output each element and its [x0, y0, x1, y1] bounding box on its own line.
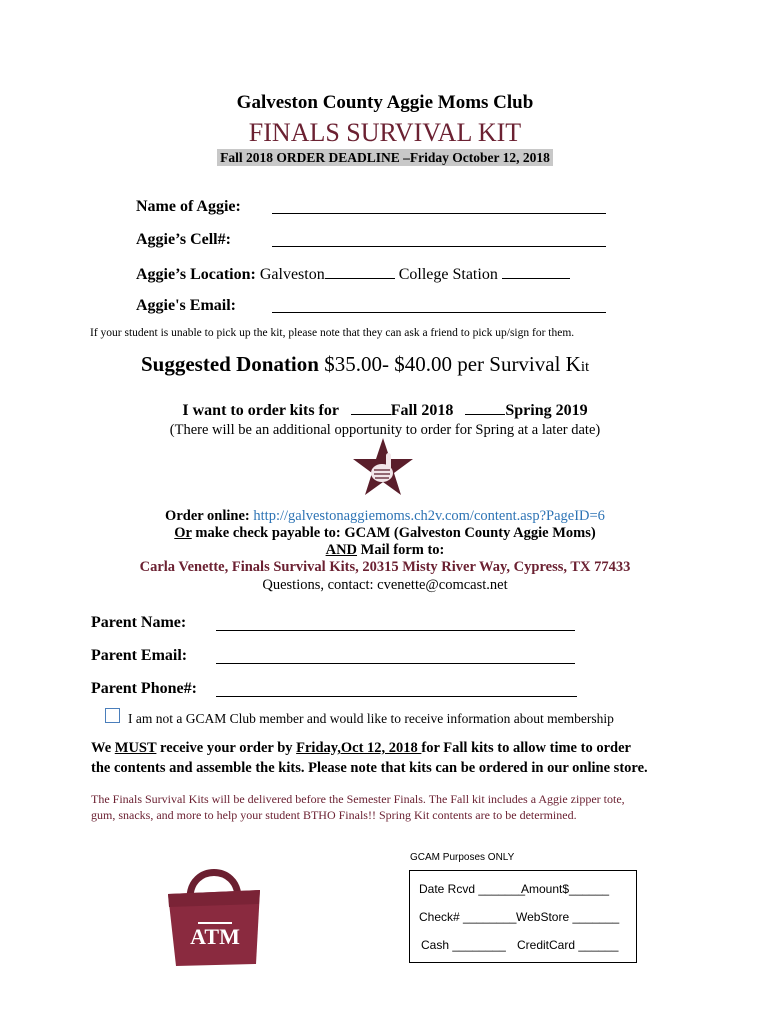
pickup-note: If your student is unable to pick up the kit, please note that they can ask a friend to pick up/sign for them.: [90, 327, 575, 339]
location-college-station-option: College Station: [398, 266, 498, 283]
membership-checkbox[interactable]: [105, 708, 120, 723]
deadline-notice-line2: the contents and assemble the kits. Please note that kits can be ordered in our online store.: [91, 760, 648, 776]
parent-name-label: Parent Name:: [91, 614, 187, 631]
and-word: AND: [325, 542, 358, 558]
cash-field: Cash ________: [421, 938, 506, 952]
gig-em-star-icon: [352, 437, 414, 501]
kit-description-line2: gum, snacks, and more to help your student BTHO Finals!! Spring Kit contents are to be determined.: [91, 808, 577, 822]
webstore-field: WebStore _______: [516, 910, 620, 924]
order-online-link[interactable]: http://galvestonaggiemoms.ch2v.com/content.asp?PageID=6: [253, 508, 605, 524]
club-name: Galveston County Aggie Moms Club: [236, 92, 534, 113]
page-title: FINALS SURVIVAL KIT: [248, 118, 522, 147]
aggie-email-label: Aggie's Email:: [136, 297, 236, 314]
questions-contact: Questions, contact: cvenette@comcast.net: [262, 577, 508, 593]
parent-phone-label: Parent Phone#:: [91, 680, 197, 697]
amount-field: Amount$______: [521, 882, 610, 896]
location-galveston-option: Galveston: [259, 266, 325, 283]
aggie-cell-field[interactable]: [272, 246, 606, 247]
credit-card-field: CreditCard ______: [517, 938, 619, 952]
mailing-address: Carla Venette, Finals Survival Kits, 20315 Misty River Way, Cypress, TX 77433: [139, 559, 631, 575]
donation-amount: $35.00- $40.00 per Survival K: [324, 352, 581, 376]
mail-form-row: [0, 542, 770, 559]
spring-option: Spring 2019: [505, 402, 588, 419]
notice-mid: receive your order by: [156, 740, 297, 756]
parent-phone-field[interactable]: [216, 696, 577, 697]
aggie-cell-label: Aggie’s Cell#:: [136, 231, 231, 248]
donation-label: Suggested Donation: [141, 352, 319, 376]
membership-option-label: I am not a GCAM Club member and would like to receive information about membership: [128, 711, 614, 726]
parent-email-label: Parent Email:: [91, 647, 188, 664]
deadline-notice-line1: [91, 740, 631, 757]
notice-rest: for Fall kits to allow time to order: [421, 740, 631, 756]
gcam-office-box: [409, 870, 637, 963]
notice-must: MUST: [114, 740, 157, 756]
order-online-row: [0, 508, 770, 525]
aggie-email-field[interactable]: [272, 312, 606, 313]
order-kits-row: [0, 401, 770, 420]
location-galveston-field[interactable]: [325, 264, 395, 279]
date-rcvd-field: Date Rcvd _______: [419, 882, 526, 896]
spring-note: (There will be an additional opportunity to order for Spring at a later date): [169, 422, 601, 438]
location-college-station-field[interactable]: [502, 264, 570, 279]
kit-description-line1: The Finals Survival Kits will be delivered before the Semester Finals. The Fall kit includes a Aggie zipper tote,: [91, 792, 625, 806]
parent-email-field[interactable]: [216, 663, 575, 664]
spring-order-blank[interactable]: [465, 401, 505, 415]
order-kits-label: I want to order kits for: [182, 402, 339, 419]
aggie-location-row: [136, 264, 570, 284]
fall-option: Fall 2018: [390, 402, 454, 419]
parent-name-field[interactable]: [216, 630, 575, 631]
notice-date: Friday,Oct 12, 2018: [296, 740, 422, 756]
mail-form-text: Mail form to:: [357, 542, 445, 558]
order-online-label: Order online:: [165, 508, 250, 524]
office-box-title: GCAM Purposes ONLY: [410, 852, 515, 863]
donation-amount-tail: it: [580, 359, 590, 375]
aggie-location-label: Aggie’s Location:: [136, 266, 256, 283]
or-word: Or: [174, 525, 192, 541]
order-deadline: Fall 2018 ORDER DEADLINE –Friday October 12, 2018: [217, 149, 553, 166]
aggie-name-field[interactable]: [272, 213, 606, 214]
check-number-field: Check# ________: [419, 910, 517, 924]
aggie-name-label: Name of Aggie:: [136, 198, 241, 215]
suggested-donation: [141, 352, 589, 377]
check-payable-row: [0, 525, 770, 542]
fall-order-blank[interactable]: [351, 401, 391, 415]
tote-logo-text: ATM: [190, 924, 240, 949]
aggie-tote-bag-icon: [160, 860, 270, 970]
notice-we: We: [91, 740, 115, 756]
check-payable-text: make check payable to: GCAM (Galveston County Aggie Moms): [191, 525, 596, 541]
